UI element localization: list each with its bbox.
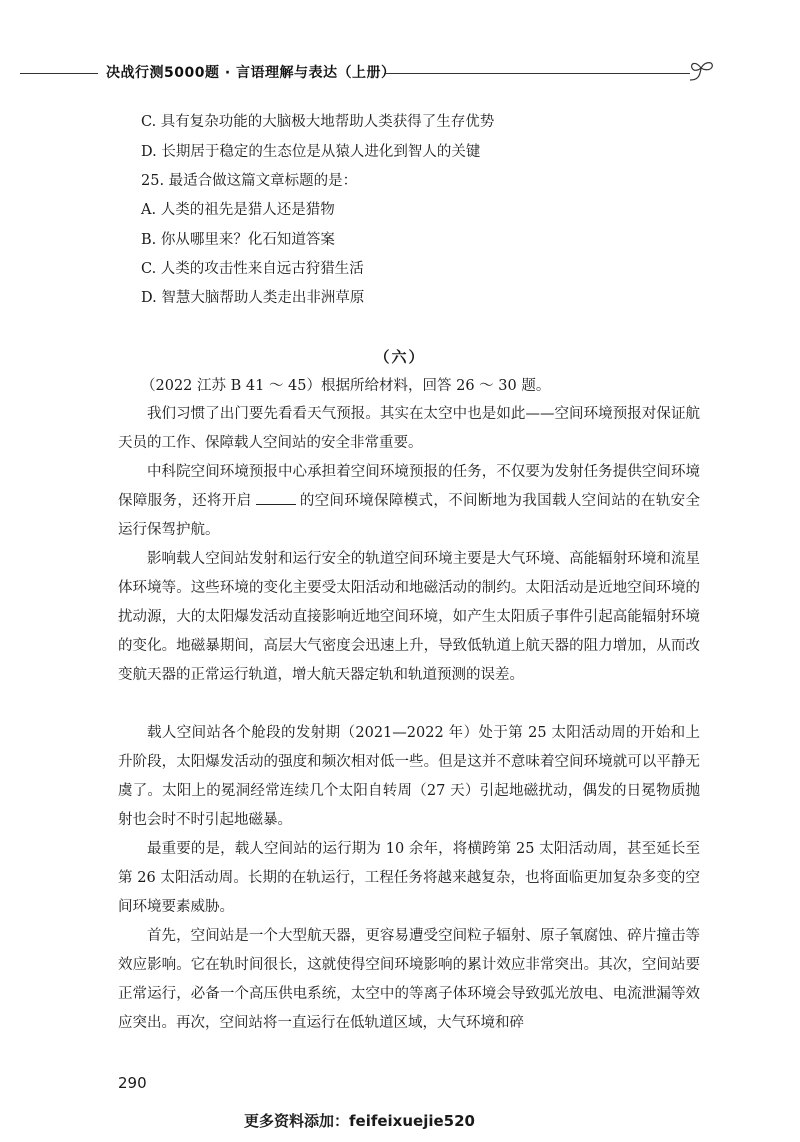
option-25-b: B. 你从哪里来？化石知道答案 xyxy=(141,232,335,248)
option-25-c: C. 人类的攻击性来自远古狩猎生活 xyxy=(141,261,364,277)
paragraph-2-after: 的空间环境保障模式，不间断地为我国载人空间站的在轨安全运行保驾护航。 xyxy=(118,493,700,538)
header-rule-right xyxy=(384,73,690,74)
question-25-stem: 25. 最适合做这篇文章标题的是： xyxy=(141,173,358,189)
option-25-d: D. 智慧大脑帮助人类走出非洲草原 xyxy=(141,290,365,306)
running-header xyxy=(20,58,720,88)
paragraph-2-before: 中科院空间环境预报中心承担着空间环境预报的任务，不仅要为发射任务提供空间环境保障服务，还将开启 xyxy=(118,464,700,509)
option-25-a: A. 人类的祖先是猎人还是猎物 xyxy=(141,202,335,218)
book-title: 决战行测5000题 · 言语理解与表达（上册） xyxy=(106,65,396,81)
section-title: （六） xyxy=(374,348,426,366)
paragraph-2 xyxy=(118,458,700,545)
answer-blank xyxy=(256,490,296,505)
footer-note: 更多资料添加：feifeixuejie520 xyxy=(244,1112,475,1130)
paragraph-4: 载人空间站各个舱段的发射期（2021—2022 年）处于第 25 太阳活动周的开始和上升阶段，太阳爆发活动的强度和频次相对低一些。但是这并不意味着空间环境就可以平静无虞了。太阳上的冕洞经常连续几个太阳自转周（27 天）引起地磁扰动，偶发的日冕物质抛射也会时不时引起地磁暴。 xyxy=(118,725,700,828)
paragraph-1: 我们习惯了出门要先看看天气预报。其实在太空中也是如此——空间环境预报对保证航天员的工作、保障载人空间站的安全非常重要。 xyxy=(118,406,700,451)
paragraph-5: 最重要的是，载人空间站的运行期为 10 余年，将横跨第 25 太阳活动周，甚至延长至第 26 太阳活动周。长期的在轨运行，工程任务将越来越复杂，也将面临更加复杂多变的空间环境要素威胁。 xyxy=(118,841,700,915)
option-24-d: D. 长期居于稳定的生态位是从猿人进化到智人的关键 xyxy=(141,144,481,160)
page-number: 290 xyxy=(118,1074,147,1092)
sprout-icon xyxy=(686,58,716,86)
paragraph-6: 首先，空间站是一个大型航天器，更容易遭受空间粒子辐射、原子氧腐蚀、碎片撞击等效应影响。它在轨时间很长，这就使得空间环境影响的累计效应非常突出。其次，空间站要正常运行，必备一个高压供电系统，太空中的等离子体环境会导致弧光放电、电流泄漏等效应突出。再次，空间站将一直运行在低轨道区域，大气环境和碎 xyxy=(118,928,700,1031)
header-rule-left xyxy=(20,73,98,74)
section-source: （2022 江苏 B 41 ～ 45）根据所给材料，回答 26 ～ 30 题。 xyxy=(141,378,551,394)
option-24-c: C. 具有复杂功能的大脑极大地帮助人类获得了生存优势 xyxy=(141,114,495,130)
paragraph-3: 影响载人空间站发射和运行安全的轨道空间环境主要是大气环境、高能辐射环境和流星体环境等。这些环境的变化主要受太阳活动和地磁活动的制约。太阳活动是近地空间环境的扰动源，大的太阳爆发活动直接影响近地空间环境，如产生太阳质子事件引起高能辐射环境的变化。地磁暴期间，高层大气密度会迅速上升，导致低轨道上航天器的阻力增加，从而改变航天器的正常运行轨道，增大航天器定轨和轨道预测的误差。 xyxy=(118,551,700,683)
